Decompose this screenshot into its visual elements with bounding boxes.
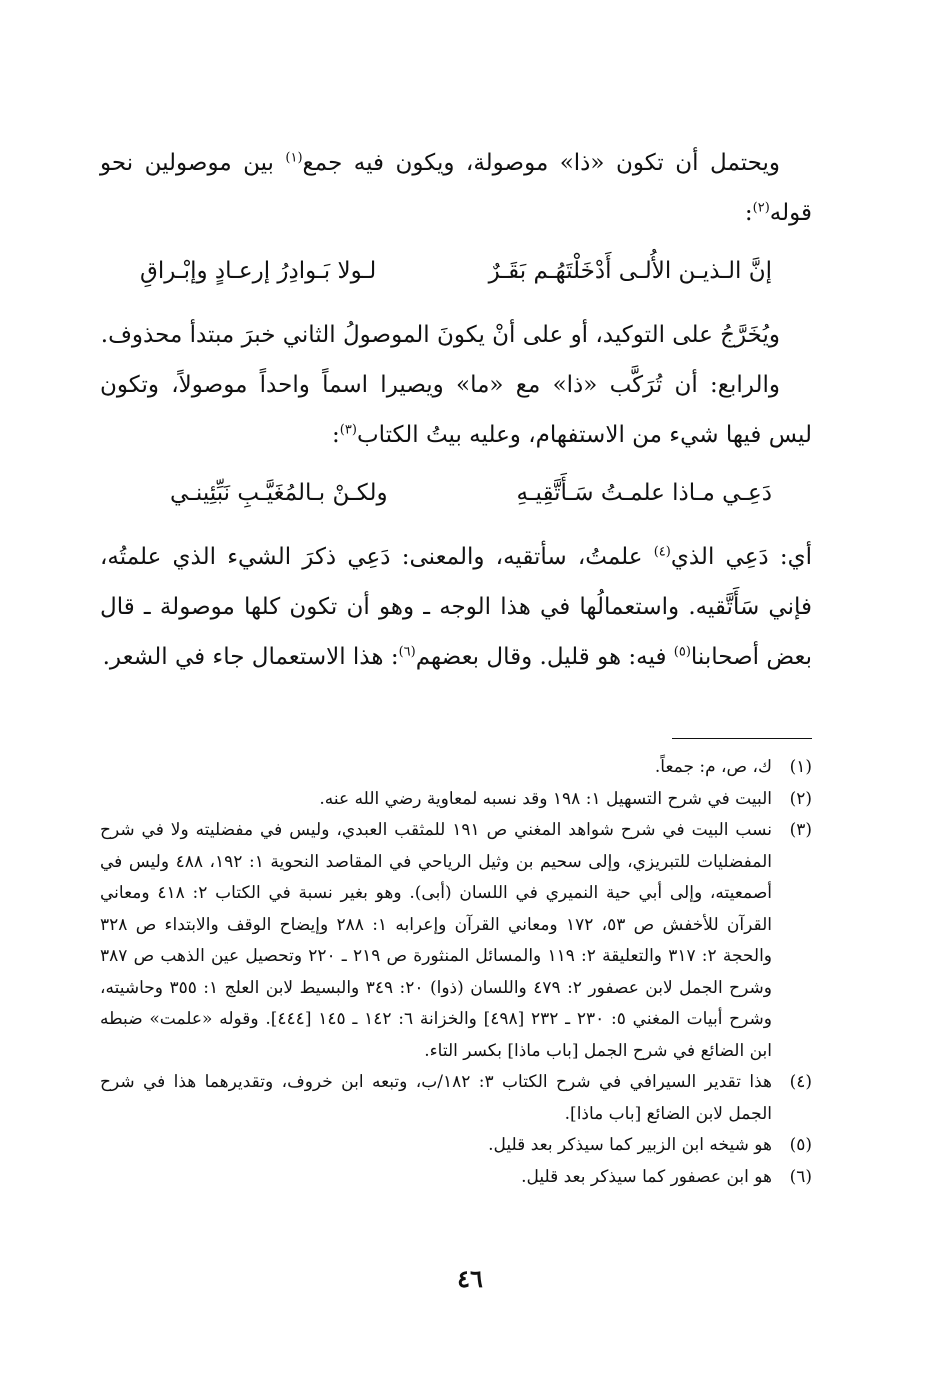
footnotes [100,752,812,1193]
verse-1-first-hemistich: إنَّ الـذيـن الأُلـى أَدْخَلْتَهُـم بَقَـرٌ [488,258,772,284]
footnote-text: هذا تقدير السيرافي في شرح الكتاب ٣: ١٨٢/ب، وتبعه ابن خروف، وتقديرهما هذا في شرح الجمل لابن الضائع [باب ماذا]. [100,1072,772,1124]
footnote-ref-1: (١) [285,150,303,166]
paragraph-text: ويحتمل أن تكون «ذا» موصولة، ويكون فيه جمع [302,150,781,176]
footnote-number: (٤) [789,1072,812,1092]
verse-2 [100,468,812,518]
paragraph-text: بين موصولين نحو قوله [100,150,812,226]
main-text [100,138,812,682]
footnote-2 [100,784,812,816]
paragraph-4 [100,532,812,682]
verse-2-first-hemistich: دَعِـي مـاذا علمـتُ سَـأَتَّقِيـهِ [516,480,772,506]
footnote-text: ك، ص، م: جمعاً. [654,757,772,777]
footnote-text: البيت في شرح التسهيل ١: ١٩٨ وقد نسبه لمعاوية رضي الله عنه. [319,788,772,809]
page-number: ٤٦ [457,1264,483,1293]
footnote-number: (٣) [789,820,812,840]
footnote-number: (٢) [789,788,812,809]
paragraph-text: : [332,422,340,448]
footnote-ref-3: (٣) [339,422,357,438]
footnote-ref-6: (٦) [398,644,416,660]
paragraph-text: علمتُ، سأتقيه، والمعنى: دَعِي ذكرَ الشيء الذي علمتُه، فإني سَأَتَّقيه. واستعمالُها في هذا الوجه ـ وهو أن تكون كلها موصولة ـ قال بعض أصحابنا [100,544,812,670]
paragraph-text: والرابع: أن تُرَكَّب «ذا» مع «ما» ويصيرا اسماً واحداً موصولاً، وتكون ليس فيها شيء من الاستفهام، وعليه بيتُ الكتاب [100,372,812,448]
paragraph-2: ويُخَرَّجُ على التوكيد، أو على أنْ يكونَ الموصولُ الثاني خبرَ مبتدأ محذوف. [100,322,780,348]
footnote-4 [100,1067,812,1130]
paragraph-text: : هذا الاستعمال جاء في الشعر. [102,644,399,670]
paragraph-3 [100,360,812,460]
footnote-text: هو شيخه ابن الزبير كما سيذكر بعد قليل. [488,1135,772,1155]
footnote-5 [100,1130,812,1162]
footnote-ref-5: (٥) [673,644,691,660]
paragraph-1 [100,138,812,238]
verse-1-second-hemistich: لـولا بَـوادِرُ إرعـادٍ وإبْـراقِ [140,258,377,284]
footnote-number: (١) [789,757,812,777]
footnote-number: (٥) [789,1135,812,1155]
verse-1 [100,246,812,296]
footnote-ref-4: (٤) [653,544,671,560]
footnote-6 [100,1162,812,1194]
footnote-ref-2: (٢) [752,200,770,216]
footnote-separator [672,738,812,739]
paragraph-text: : [744,200,753,226]
footnote-text: نسب البيت في شرح شواهد المغني ص ١٩١ للمثقب العبدي، وليس في مفضليته ولا في شرح المفضليات للتبريزي، وإلى سحيم بن وثيل الرياحي في المقاصد النحوية ١: ١٩٢، ٤٨٨ وليس في أصمعيته، وإلى أبي حية النميري في اللسان (أبى). وهو بغير نسبة في الكتاب ٢: ٤١٨ ومعاني القرآن للأخفش ص ٥٣، ١٧٢ ومعاني القرآن وإعرابه ١: ٢٨٨ وإيضاح الوقف والابتداء ص ٣٢٨ والحجة ٢: ٣١٧ والتعليقة ٢: ١١٩ والمسائل المنثورة ص ٢١٩ ـ ٢٢٠ وتحصيل عين الذهب ص ٣٨٧ وشرح الجمل لابن عصفور ٢: ٤٧٩ واللسان (ذوا) ٢٠: ٣٤٩ والبسيط لابن العلج ١: ٣٥٥ وحاشيته، وشرح أبيات المغني ٥: ٢٣٠ ـ ٢٣٢ [٤٩٨] والخزانة ٦: ١٤٢ ـ ١٤٥ [٤٤٤]. وقوله «علمت» ضبطه ابن الضائع في شرح الجمل [باب ماذا] بكسر التاء. [100,820,773,1061]
paragraph-text: فيه: هو قليل. وقال بعضهم [415,644,674,670]
footnote-text: هو ابن عصفور كما سيذكر بعد قليل. [521,1166,772,1187]
paragraph-text: أي: دَعِي الذي [670,544,813,570]
footnote-3 [100,815,812,1067]
verse-2-second-hemistich: ولكـنْ بـالمُغَيَّـبِ نَبِّئِينـي [170,480,388,506]
footnote-number: (٦) [789,1166,812,1187]
footnote-1 [100,752,812,784]
